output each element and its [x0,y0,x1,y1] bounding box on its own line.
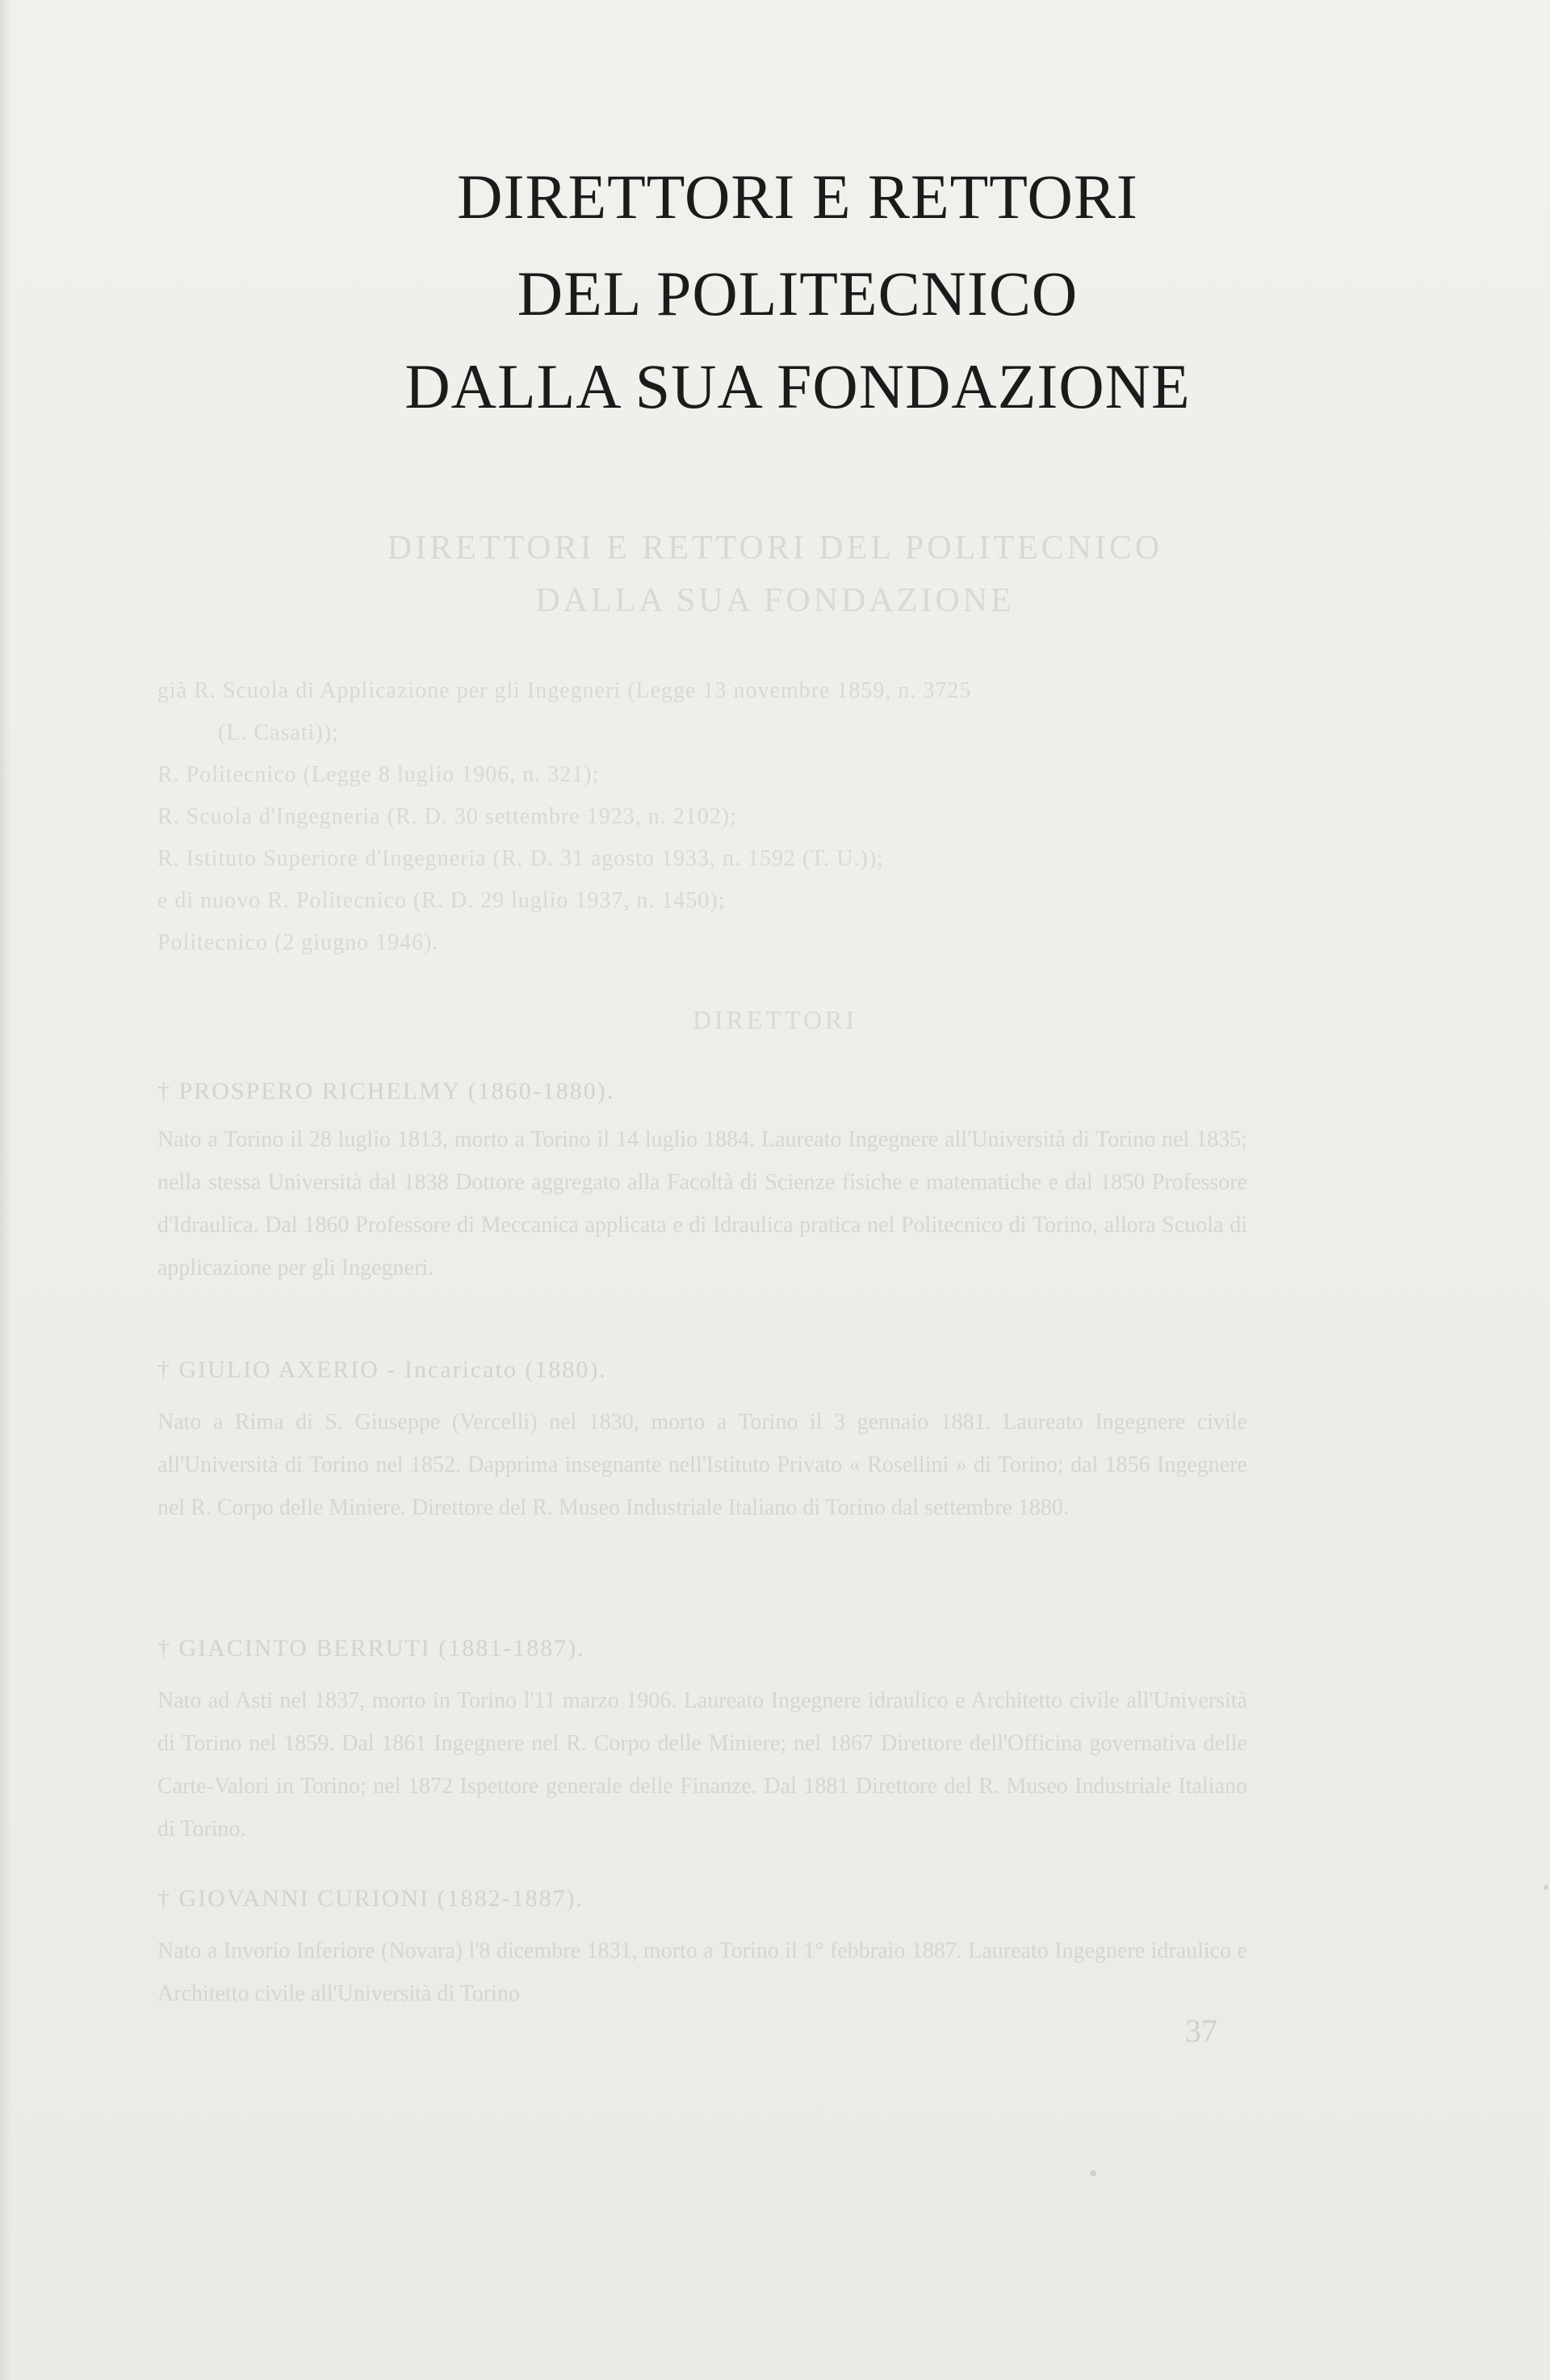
show-through-intro-line: e di nuovo R. Politecnico (R. D. 29 luglio 1937, n. 1450); [157,888,726,913]
show-through-intro-line: R. Scuola d'Ingegneria (R. D. 30 settembre 1923, n. 2102); [157,804,737,829]
show-through-entry-name: † GIULIO AXERIO - Incaricato (1880). [157,1356,607,1383]
heading-line-2: DEL POLITECNICO [517,258,1079,329]
show-through-intro-line: R. Istituto Superiore d'Ingegneria (R. D. 31 agosto 1933, n. 1592 (T. U.)); [157,846,884,871]
show-through-section-heading: DIRETTORI [692,1005,858,1034]
show-through-entry-name: † GIACINTO BERRUTI (1881-1887). [157,1635,585,1661]
show-through-title-1: DIRETTORI E RETTORI DEL POLITECNICO [387,530,1163,567]
paper-speck [1544,1885,1548,1890]
show-through-intro-line: già R. Scuola di Applicazione per gli Ingegneri (Legge 13 novembre 1859, n. 3725 [157,678,972,703]
show-through-entry-text: Nato a Rima di S. Giuseppe (Vercelli) nel 1830, morto a Torino il 3 gennaio 1881. Laureato Ingegnere civile all'Università di Torino nel 1852. Dapprima insegnante nell'Istituto Privato « Rosellini » di Torino; dal 1856 Ingegnere nel R. Corpo delle Miniere. Direttore del R. Museo Industriale Italiano di Torino dal settembre 1880. [157,1410,1247,1520]
heading-line-3: DALLA SUA FONDAZIONE [404,351,1191,421]
show-through-page-number: 37 [1185,2013,1217,2049]
show-through-entry-text: Nato a Invorio Inferiore (Novara) l'8 dicembre 1831, morto a Torino il 1° febbraio 1887. Laureato Ingegnere idraulico e Architetto civile all'Università di Torino [157,1938,1247,2006]
show-through-entry-text: Nato a Torino il 28 luglio 1813, morto a Torino il 14 luglio 1884. Laureato Ingegnere all'Università di Torino nel 1835; nella stessa Università dal 1838 Dottore aggregato alla Facoltà di Scienze fisiche e matematiche e dal 1850 Professore d'Idraulica. Dal 1860 Professore di Meccanica applicata e di Idraulica pratica nel Politecnico di Torino, allora Scuola di applicazione per gli Ingegneri. [157,1127,1247,1280]
show-through-entry-text: Nato ad Asti nel 1837, morto in Torino l'11 marzo 1906. Laureato Ingegnere idraulico e Architetto civile all'Università di Torino nel 1859. Dal 1861 Ingegnere nel R. Corpo delle Miniere; nel 1867 Direttore dell'Officina governativa delle Carte-Valori in Torino; nel 1872 Ispettore generale delle Finanze. Dal 1881 Direttore del R. Museo Industriale Italiano di Torino. [157,1688,1247,1842]
heading-line-1: DIRETTORI E RETTORI [457,161,1138,232]
show-through-entry-name: † GIOVANNI CURIONI (1882-1887). [157,1885,584,1912]
show-through-entry-name: † PROSPERO RICHELMY (1860-1880). [157,1078,615,1104]
show-through-title-2: DALLA SUA FONDAZIONE [535,582,1015,619]
paper-speck [1090,2170,1096,2177]
show-through-intro-line: Politecnico (2 giugno 1946). [157,930,439,955]
show-through-intro-line: R. Politecnico (Legge 8 luglio 1906, n. 321); [157,762,600,787]
show-through-intro-line: (L. Casati)); [218,720,339,745]
